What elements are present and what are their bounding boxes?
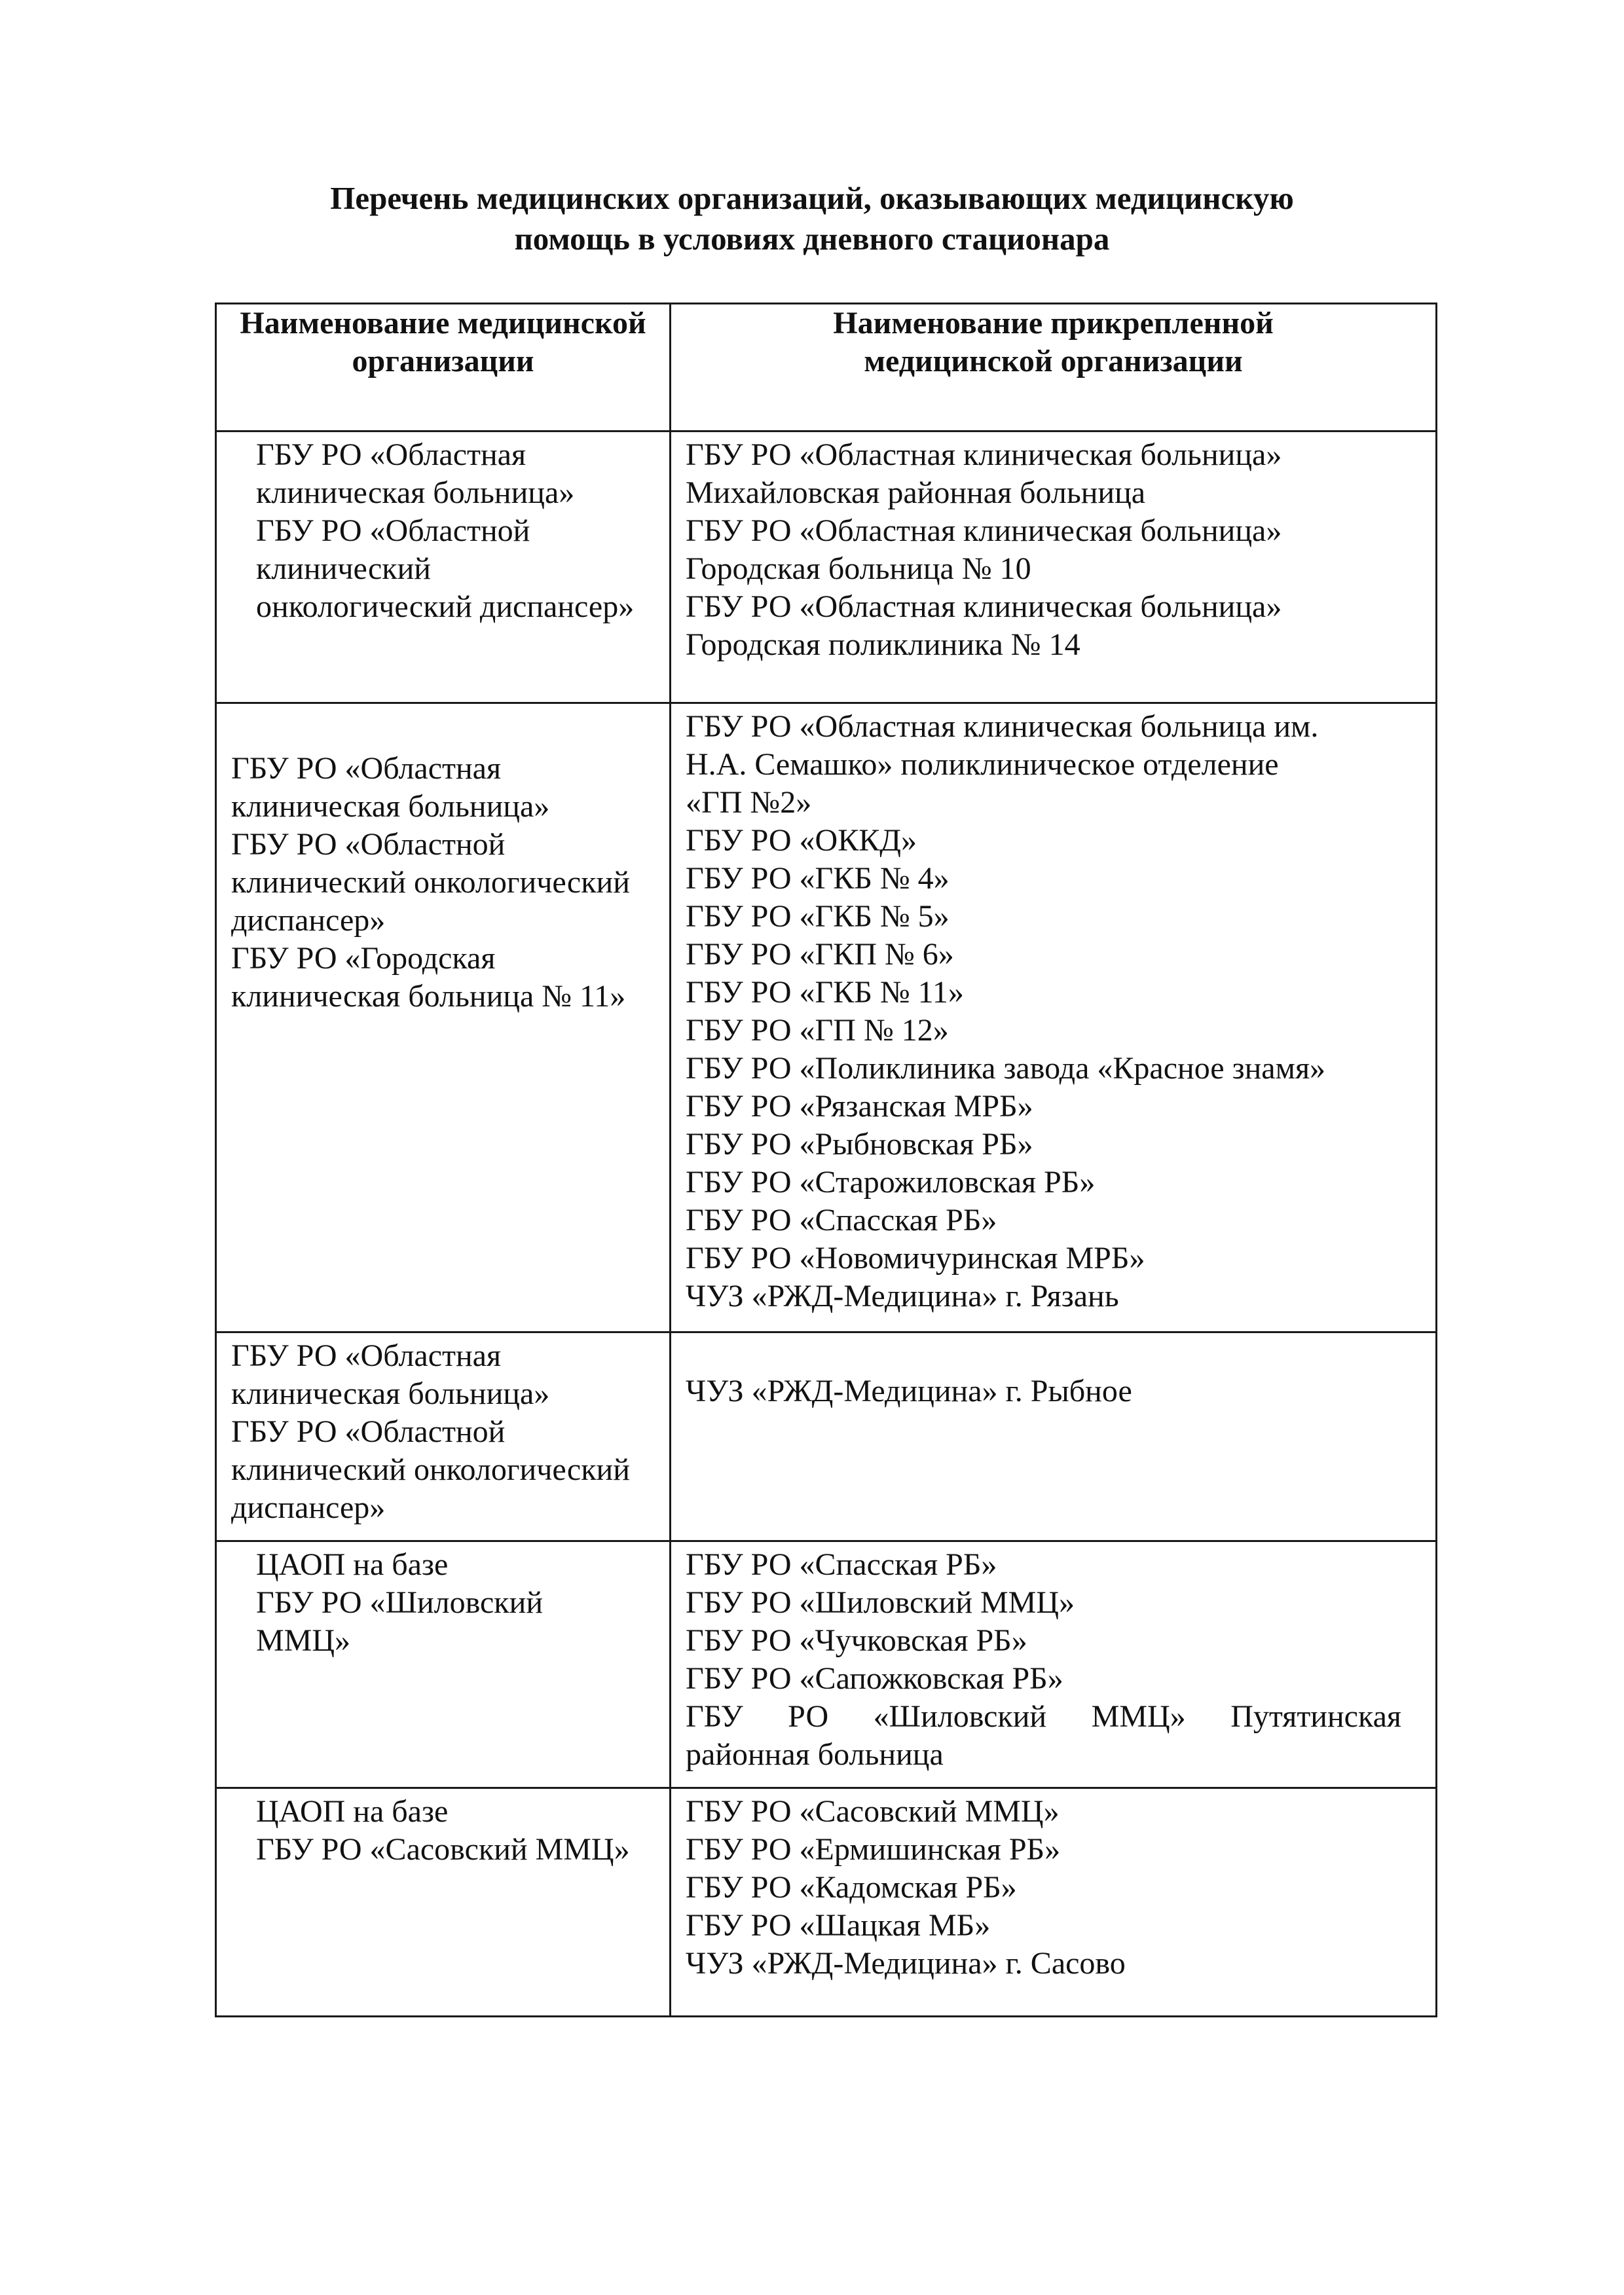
table-header-row [216, 304, 1437, 431]
cell-line: Городская больница № 10 [686, 551, 1031, 586]
cell-line: ЦАОП на базе [256, 1547, 449, 1582]
cell-line: ГБУ РО «Спасская РБ» [686, 1547, 997, 1582]
cell-line: ЧУЗ «РЖД-Медицина» г. Рыбное [686, 1374, 1132, 1408]
cell-content [671, 432, 1435, 677]
medical-organization-cell [216, 1788, 671, 2017]
cell-line [686, 1698, 1425, 1736]
cell-line: ЧУЗ «РЖД-Медицина» г. Рязань [686, 1279, 1119, 1313]
cell-word: ММЦ» [1091, 1699, 1186, 1734]
medical-organization-cell [216, 1541, 671, 1788]
cell-line: ГБУ РО «ГКБ № 4» [686, 861, 950, 896]
attached-organization-cell [671, 431, 1437, 703]
cell-content [217, 1542, 669, 1673]
cell-line: Михайловская районная больница [686, 475, 1146, 510]
attached-organization-cell [671, 703, 1437, 1332]
title-line: Перечень медицинских организаций, оказывающих медицинскую [330, 180, 1294, 216]
attached-organization-cell [671, 1541, 1437, 1788]
cell-line: диспансер» [231, 1490, 386, 1525]
cell-line: ГБУ РО «ГП № 12» [686, 1013, 949, 1048]
table-row [216, 703, 1437, 1332]
cell-line: клиническая больница» [231, 1376, 550, 1411]
cell-line: ЧУЗ «РЖД-Медицина» г. Сасово [686, 1946, 1126, 1981]
cell-line: ГБУ РО «Рязанская МРБ» [686, 1089, 1033, 1124]
cell-word: ГБУ [686, 1699, 743, 1734]
cell-line: диспансер» [231, 903, 386, 938]
cell-content [671, 1333, 1435, 1423]
cell-line: ГБУ РО «Областная [256, 437, 526, 472]
cell-line: ГБУ РО «ГКП № 6» [686, 937, 954, 972]
cell-line: ГБУ РО «Областная клиническая больница» [686, 437, 1282, 472]
cell-line: ГБУ РО «Областная [231, 1338, 502, 1373]
cell-content [217, 1333, 669, 1540]
cell-content [671, 704, 1435, 1329]
cell-content [671, 1789, 1435, 1996]
cell-line: ГБУ РО «Ермишинская РБ» [686, 1832, 1061, 1867]
attached-organization-cell [671, 1332, 1437, 1541]
title-line: помощь в условиях дневного стационара [514, 221, 1110, 257]
cell-line: Н.А. Семашко» поликлиническое отделение [686, 747, 1279, 782]
cell-line: ГБУ РО «Областная клиническая больница им. [686, 709, 1319, 744]
cell-content [217, 1789, 669, 1882]
cell-line: ГБУ РО «ОККД» [686, 823, 917, 858]
cell-content [217, 704, 669, 1029]
cell-line: ГБУ РО «Рыбновская РБ» [686, 1127, 1033, 1162]
cell-line: ГБУ РО «ГКБ № 11» [686, 975, 964, 1010]
table-row [216, 431, 1437, 703]
cell-line: ГБУ РО «Сасовский ММЦ» [686, 1794, 1060, 1829]
cell-word: «Шиловский [873, 1699, 1047, 1734]
medical-organization-cell [216, 703, 671, 1332]
cell-content [671, 1542, 1435, 1787]
table-row [216, 1332, 1437, 1541]
cell-line: ГБУ РО «Областная клиническая больница» [686, 513, 1282, 548]
cell-line: ГБУ РО «Сапожковская РБ» [686, 1661, 1063, 1696]
organizations-table [215, 303, 1437, 2017]
cell-line: ГБУ РО «Кадомская РБ» [686, 1870, 1017, 1905]
page-title [0, 178, 1624, 259]
table-row [216, 1541, 1437, 1788]
medical-organization-cell [216, 1332, 671, 1541]
cell-line: ГБУ РО «Шиловский [256, 1585, 543, 1620]
cell-line: районная больница [686, 1737, 944, 1772]
cell-line: Городская поликлиника № 14 [686, 627, 1080, 662]
cell-line: ГБУ РО «Сасовский ММЦ» [256, 1832, 630, 1867]
header-attached-organization [671, 304, 1437, 431]
cell-line: ГБУ РО «Областная [231, 751, 502, 786]
header-line: организации [352, 344, 534, 378]
cell-line: ГБУ РО «Шацкая МБ» [686, 1908, 991, 1943]
cell-line: ГБУ РО «Областной [256, 513, 530, 548]
cell-line: ГБУ РО «Новомичуринская МРБ» [686, 1241, 1145, 1276]
cell-line: клинический онкологический [231, 1452, 630, 1487]
cell-content [217, 432, 669, 639]
table-row [216, 1788, 1437, 2017]
header-line: Наименование медицинской [240, 306, 646, 340]
cell-line: ГБУ РО «ГКБ № 5» [686, 899, 950, 934]
cell-line: клиническая больница № 11» [231, 979, 626, 1014]
header-medical-organization [216, 304, 671, 431]
cell-line: ГБУ РО «Шиловский ММЦ» [686, 1585, 1075, 1620]
cell-line: клиническая больница» [256, 475, 575, 510]
cell-line: клинический онкологический [231, 865, 630, 900]
header-line: Наименование прикрепленной [833, 306, 1274, 340]
cell-line: ГБУ РО «Поликлиника завода «Красное знамя» [686, 1051, 1326, 1086]
cell-word: РО [788, 1699, 829, 1734]
header-line: медицинской организации [864, 344, 1243, 378]
cell-line: ГБУ РО «Городская [231, 941, 496, 976]
cell-line: клинический [256, 551, 431, 586]
medical-organization-cell [216, 431, 671, 703]
cell-line: ГБУ РО «Старожиловская РБ» [686, 1165, 1096, 1200]
cell-line: «ГП №2» [686, 785, 812, 820]
cell-line: ГБУ РО «Областной [231, 827, 506, 862]
cell-line: ГБУ РО «Областная клиническая больница» [686, 589, 1282, 624]
cell-line: онкологический диспансер» [256, 589, 635, 624]
cell-word: Путятинская [1230, 1699, 1401, 1734]
cell-line: ГБУ РО «Чучковская РБ» [686, 1623, 1027, 1658]
attached-organization-cell [671, 1788, 1437, 2017]
cell-line: ГБУ РО «Областной [231, 1414, 506, 1449]
cell-line: клиническая больница» [231, 789, 550, 824]
cell-line: ГБУ РО «Спасская РБ» [686, 1203, 997, 1238]
cell-line: ММЦ» [256, 1623, 351, 1658]
cell-line: ЦАОП на базе [256, 1794, 449, 1829]
